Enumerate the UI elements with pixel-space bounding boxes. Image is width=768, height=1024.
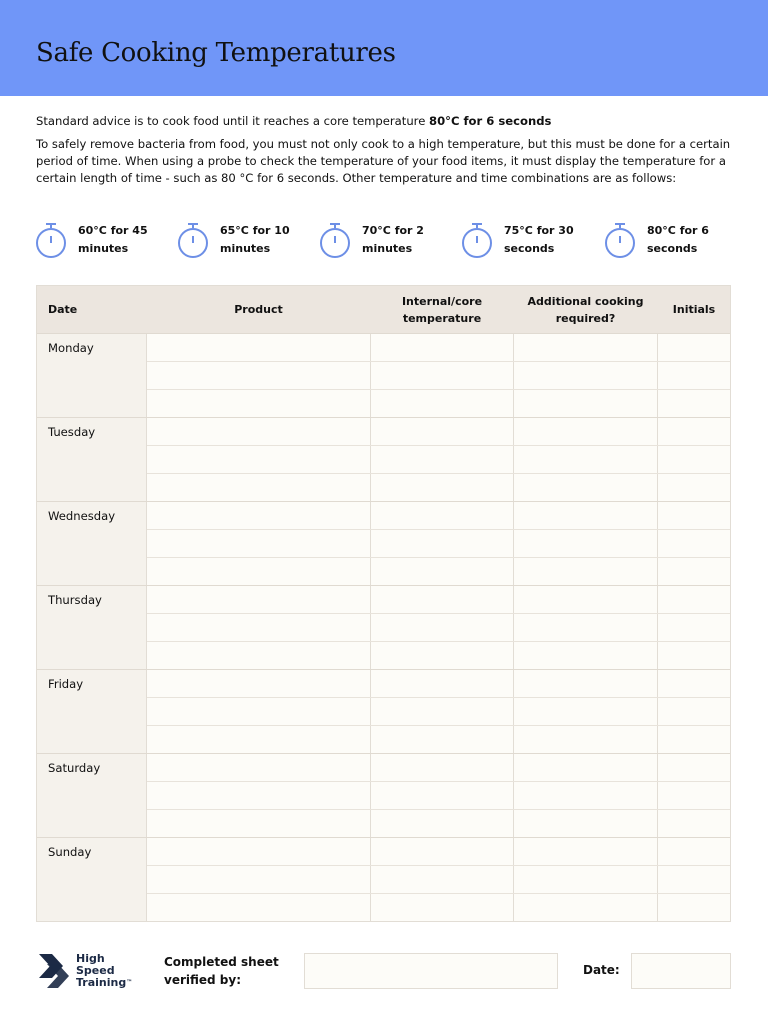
- row-divider: [147, 613, 730, 614]
- page-title: Safe Cooking Temperatures: [36, 38, 396, 68]
- row-divider: [37, 837, 730, 838]
- header-initials: Initials: [672, 303, 716, 316]
- row-divider: [147, 865, 730, 866]
- timer-item: [605, 222, 735, 262]
- timer-item: [462, 222, 592, 262]
- row-divider: [147, 781, 730, 782]
- day-label-tuesday: Tuesday: [48, 425, 96, 439]
- timer-label: 80°C for 6 seconds: [647, 224, 709, 255]
- row-divider: [37, 669, 730, 670]
- table-header-row: [37, 286, 730, 333]
- row-divider: [147, 557, 730, 558]
- column-divider: [657, 333, 658, 921]
- row-divider: [37, 333, 730, 334]
- high-speed-training-logo: [36, 950, 136, 994]
- day-column: [37, 333, 146, 921]
- day-label-friday: Friday: [48, 677, 84, 691]
- day-label-sunday: Sunday: [48, 845, 92, 859]
- day-label-thursday: Thursday: [48, 593, 102, 607]
- row-divider: [147, 361, 730, 362]
- day-label-saturday: Saturday: [48, 761, 101, 775]
- row-divider: [147, 809, 730, 810]
- column-divider: [370, 333, 371, 921]
- row-divider: [37, 585, 730, 586]
- header-temperature: Internal/core temperature: [401, 294, 483, 325]
- verified-by-label: Completed sheet verified by:: [164, 955, 279, 987]
- timer-label: 75°C for 30 seconds: [504, 224, 574, 255]
- intro-paragraph: To safely remove bacteria from food, you must not only cook to a high temperature, but this must be done for a certain period of time. When using a probe to check the temperature of your food items, it must display the temperature for a certain length of time - such as 80 °C for 6 seconds. Other temperature and time combinations are as follows:: [36, 137, 731, 185]
- column-divider: [513, 333, 514, 921]
- row-divider: [147, 389, 730, 390]
- timer-label: 60°C for 45 minutes: [78, 224, 148, 255]
- stopwatch-icon: [36, 222, 68, 260]
- logo-text: High Speed Training™: [76, 952, 133, 989]
- row-divider: [147, 697, 730, 698]
- header-banner: [0, 0, 768, 96]
- day-label-wednesday: Wednesday: [48, 509, 116, 523]
- stopwatch-icon: [605, 222, 637, 260]
- date-field[interactable]: [631, 953, 731, 989]
- timer-item: [320, 222, 450, 262]
- row-divider: [147, 473, 730, 474]
- stopwatch-icon: [178, 222, 210, 260]
- row-divider: [147, 893, 730, 894]
- intro-standard-advice: [36, 113, 736, 129]
- temperature-log-table: [36, 285, 731, 922]
- row-divider: [147, 445, 730, 446]
- row-divider: [147, 725, 730, 726]
- header-product: Product: [234, 303, 283, 316]
- intro-bold-value: 80°C for 6 seconds: [429, 114, 552, 128]
- row-divider: [37, 753, 730, 754]
- logo-chevron-icon: [36, 950, 72, 990]
- row-divider: [147, 641, 730, 642]
- stopwatch-icon: [462, 222, 494, 260]
- stopwatch-icon: [320, 222, 352, 260]
- timer-label: 65°C for 10 minutes: [220, 224, 290, 255]
- intro-text: Standard advice is to cook food until it reaches a core temperature: [36, 114, 430, 128]
- timer-item: [178, 222, 308, 262]
- timer-item: [36, 222, 166, 262]
- date-label: Date:: [583, 963, 620, 977]
- header-additional-cooking: Additional cooking required?: [527, 294, 644, 325]
- timer-label: 70°C for 2 minutes: [362, 224, 424, 255]
- header-date: Date: [48, 303, 78, 316]
- row-divider: [37, 417, 730, 418]
- row-divider: [37, 501, 730, 502]
- column-divider: [146, 333, 147, 921]
- day-label-monday: Monday: [48, 341, 94, 355]
- verified-by-signature-field[interactable]: [304, 953, 558, 989]
- row-divider: [147, 529, 730, 530]
